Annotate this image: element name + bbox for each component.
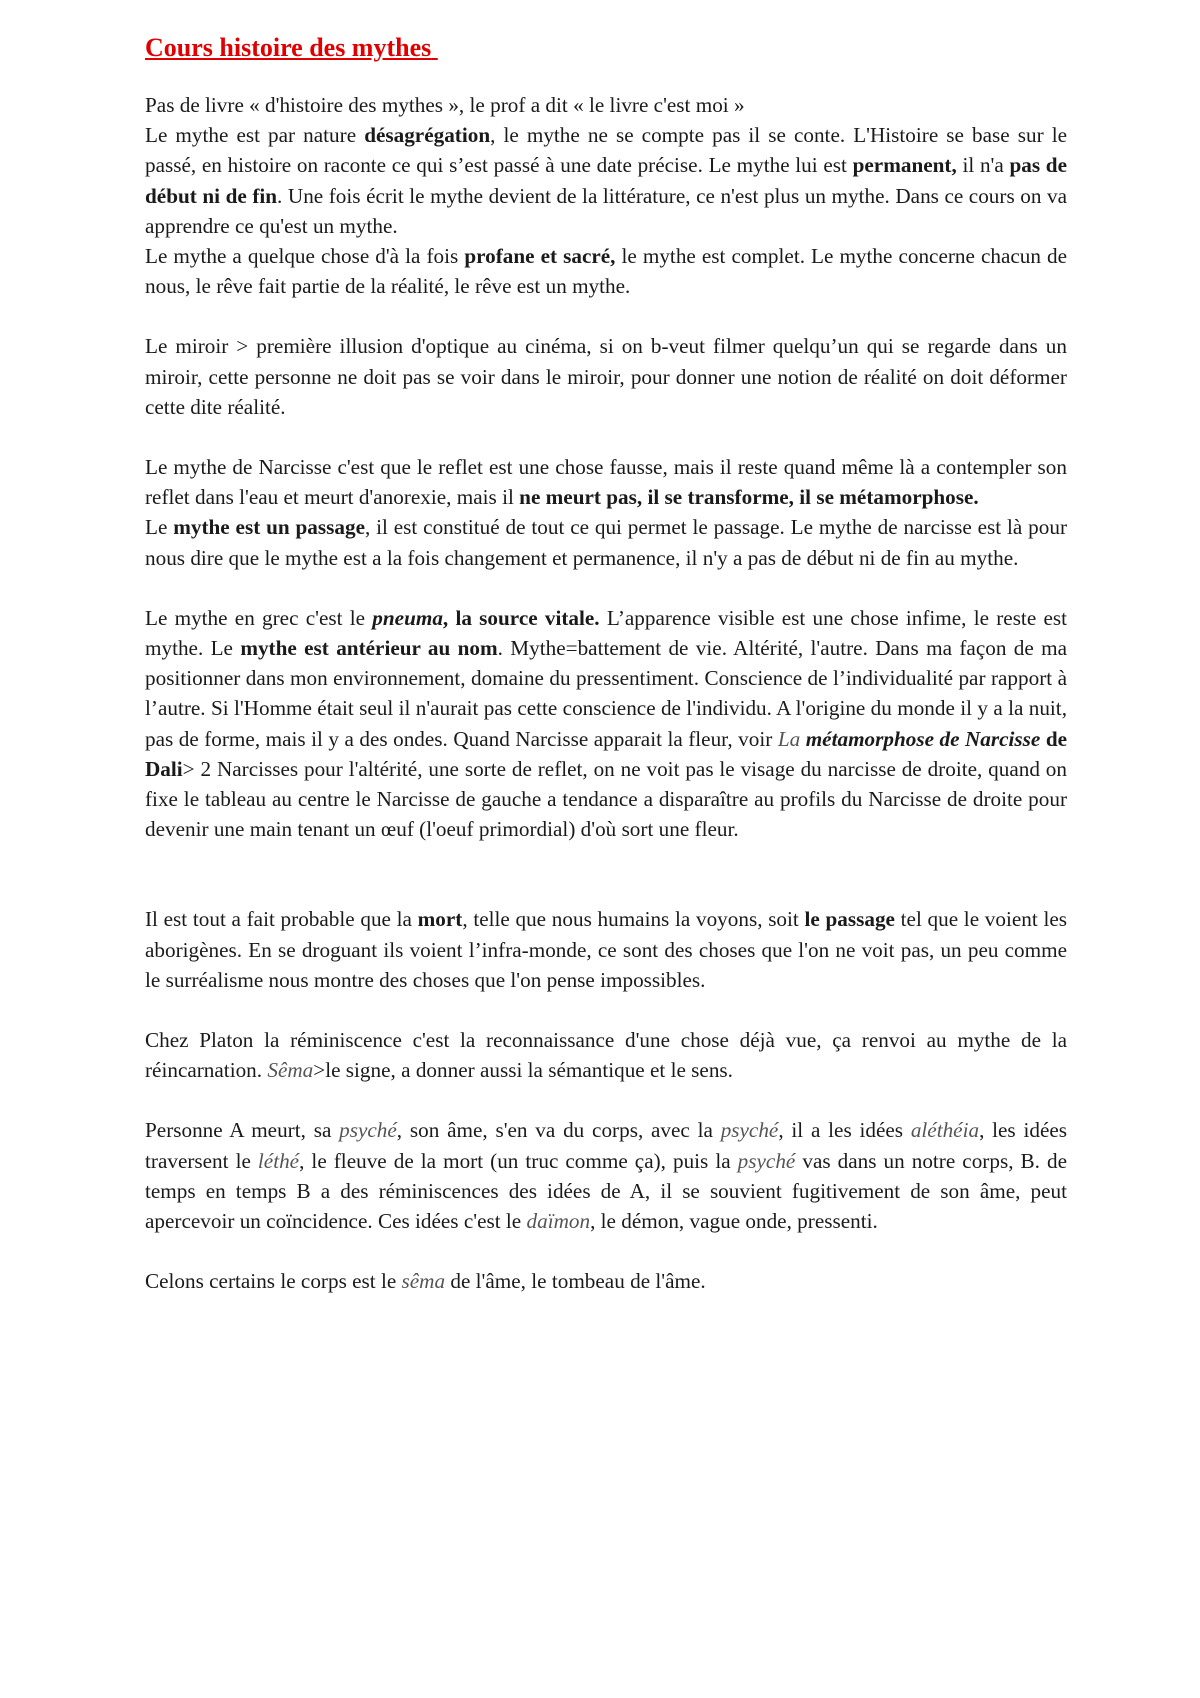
paragraph-intro: Pas de livre « d'histoire des mythes », le prof a dit « le livre c'est moi »	[145, 93, 745, 117]
paragraph-miroir: Le miroir > première illusion d'optique au cinéma, si on b-veut filmer quelqu’un qui se regarde dans un miroir, cette personne ne doit pas se voir dans le miroir, pour donner une notion de réalité on doit déformer cette dite réalité.	[145, 334, 1067, 419]
paragraph-pneuma: Le mythe en grec c'est le pneuma, la source vitale. L’apparence visible est une chose infime, le reste est mythe. Le mythe est antérieur au nom. Mythe=battement de vie. Altérité, l'autre. Dans ma façon de ma positionner dans mon environnement, domaine du pressentiment. Conscience de l’individualité par rapport à l’autre. Si l'Homme était seul il n'aurait pas cette conscience de l'individu. A l'origine du monde il y a la nuit, pas de forme, mais il y a des ondes. Quand Narcisse apparait la fleur, voir La métamorphose de Narcisse de Dali> 2 Narcisses pour l'altérité, une sorte de reflet, on ne voit pas le visage du narcisse de droite, quand on fixe le tableau au centre le Narcisse de gauche a tendance a disparaître au profils du Narcisse de droite pour devenir une main tenant un œuf (l'oeuf primordial) d'où sort une fleur.	[145, 605, 1068, 842]
paragraph-sacre: Le mythe a quelque chose d'à la fois profane et sacré, le mythe est complet. Le mythe concerne chacun de nous, le rêve fait partie de la réalité, le rêve est un mythe.	[145, 244, 1067, 299]
document-page	[145, 28, 1067, 1297]
document-title	[145, 28, 1067, 68]
paragraph-psyche: Personne A meurt, sa psyché, son âme, s'en va du corps, avec la psyché, il a les idées aléthéia, les idées traversent le léthé, le fleuve de la mort (un truc comme ça), puis la psyché vas dans un notre corps, B. de temps en temps B a des réminiscences des idées de A, il se souvient fugitivement de son âme, peut apercevoir un coïncidence. Ces idées c'est le daïmon, le démon, vague onde, pressenti.	[145, 1118, 1067, 1234]
paragraph-passage: Le mythe est un passage, il est constitué de tout ce qui permet le passage. Le mythe de narcisse est là pour nous dire que le mythe est a la fois changement et permanence, il n'y a pas de début ni de fin au mythe.	[145, 515, 1067, 570]
paragraph-sema: Celons certains le corps est le sêma de l'âme, le tombeau de l'âme.	[145, 1269, 706, 1294]
paragraph-narcisse: Le mythe de Narcisse c'est que le reflet est une chose fausse, mais il reste quand même là a contempler son reflet dans l'eau et meurt d'anorexie, mais il ne meurt pas, il se transforme, il se métamorphose.	[145, 455, 1067, 510]
paragraph-platon: Chez Platon la réminiscence c'est la reconnaissance d'une chose déjà vue, ça renvoi au mythe de la réincarnation. Sêma>le signe, a donner aussi la sémantique et le sens.	[145, 1028, 1067, 1083]
title-text: Cours histoire des mythes	[145, 33, 432, 62]
paragraph-nature: Le mythe est par nature désagrégation, le mythe ne se compte pas il se conte. L'Histoire se base sur le passé, en histoire on raconte ce qui s’est passé à une date précise. Le mythe lui est permanent, il n'a pas de début ni de fin. Une fois écrit le mythe devient de la littérature, ce n'est plus un mythe. Dans ce cours on va apprendre ce qu'est un mythe.	[145, 123, 1067, 238]
paragraph-mort: Il est tout a fait probable que la mort, telle que nous humains la voyons, soit le passage tel que le voient les aborigènes. En se droguant ils voient l’infra-monde, ce sont des choses que l'on ne voit pas, un peu comme le surréalisme nous montre des choses que l'on pense impossibles.	[145, 907, 1067, 992]
